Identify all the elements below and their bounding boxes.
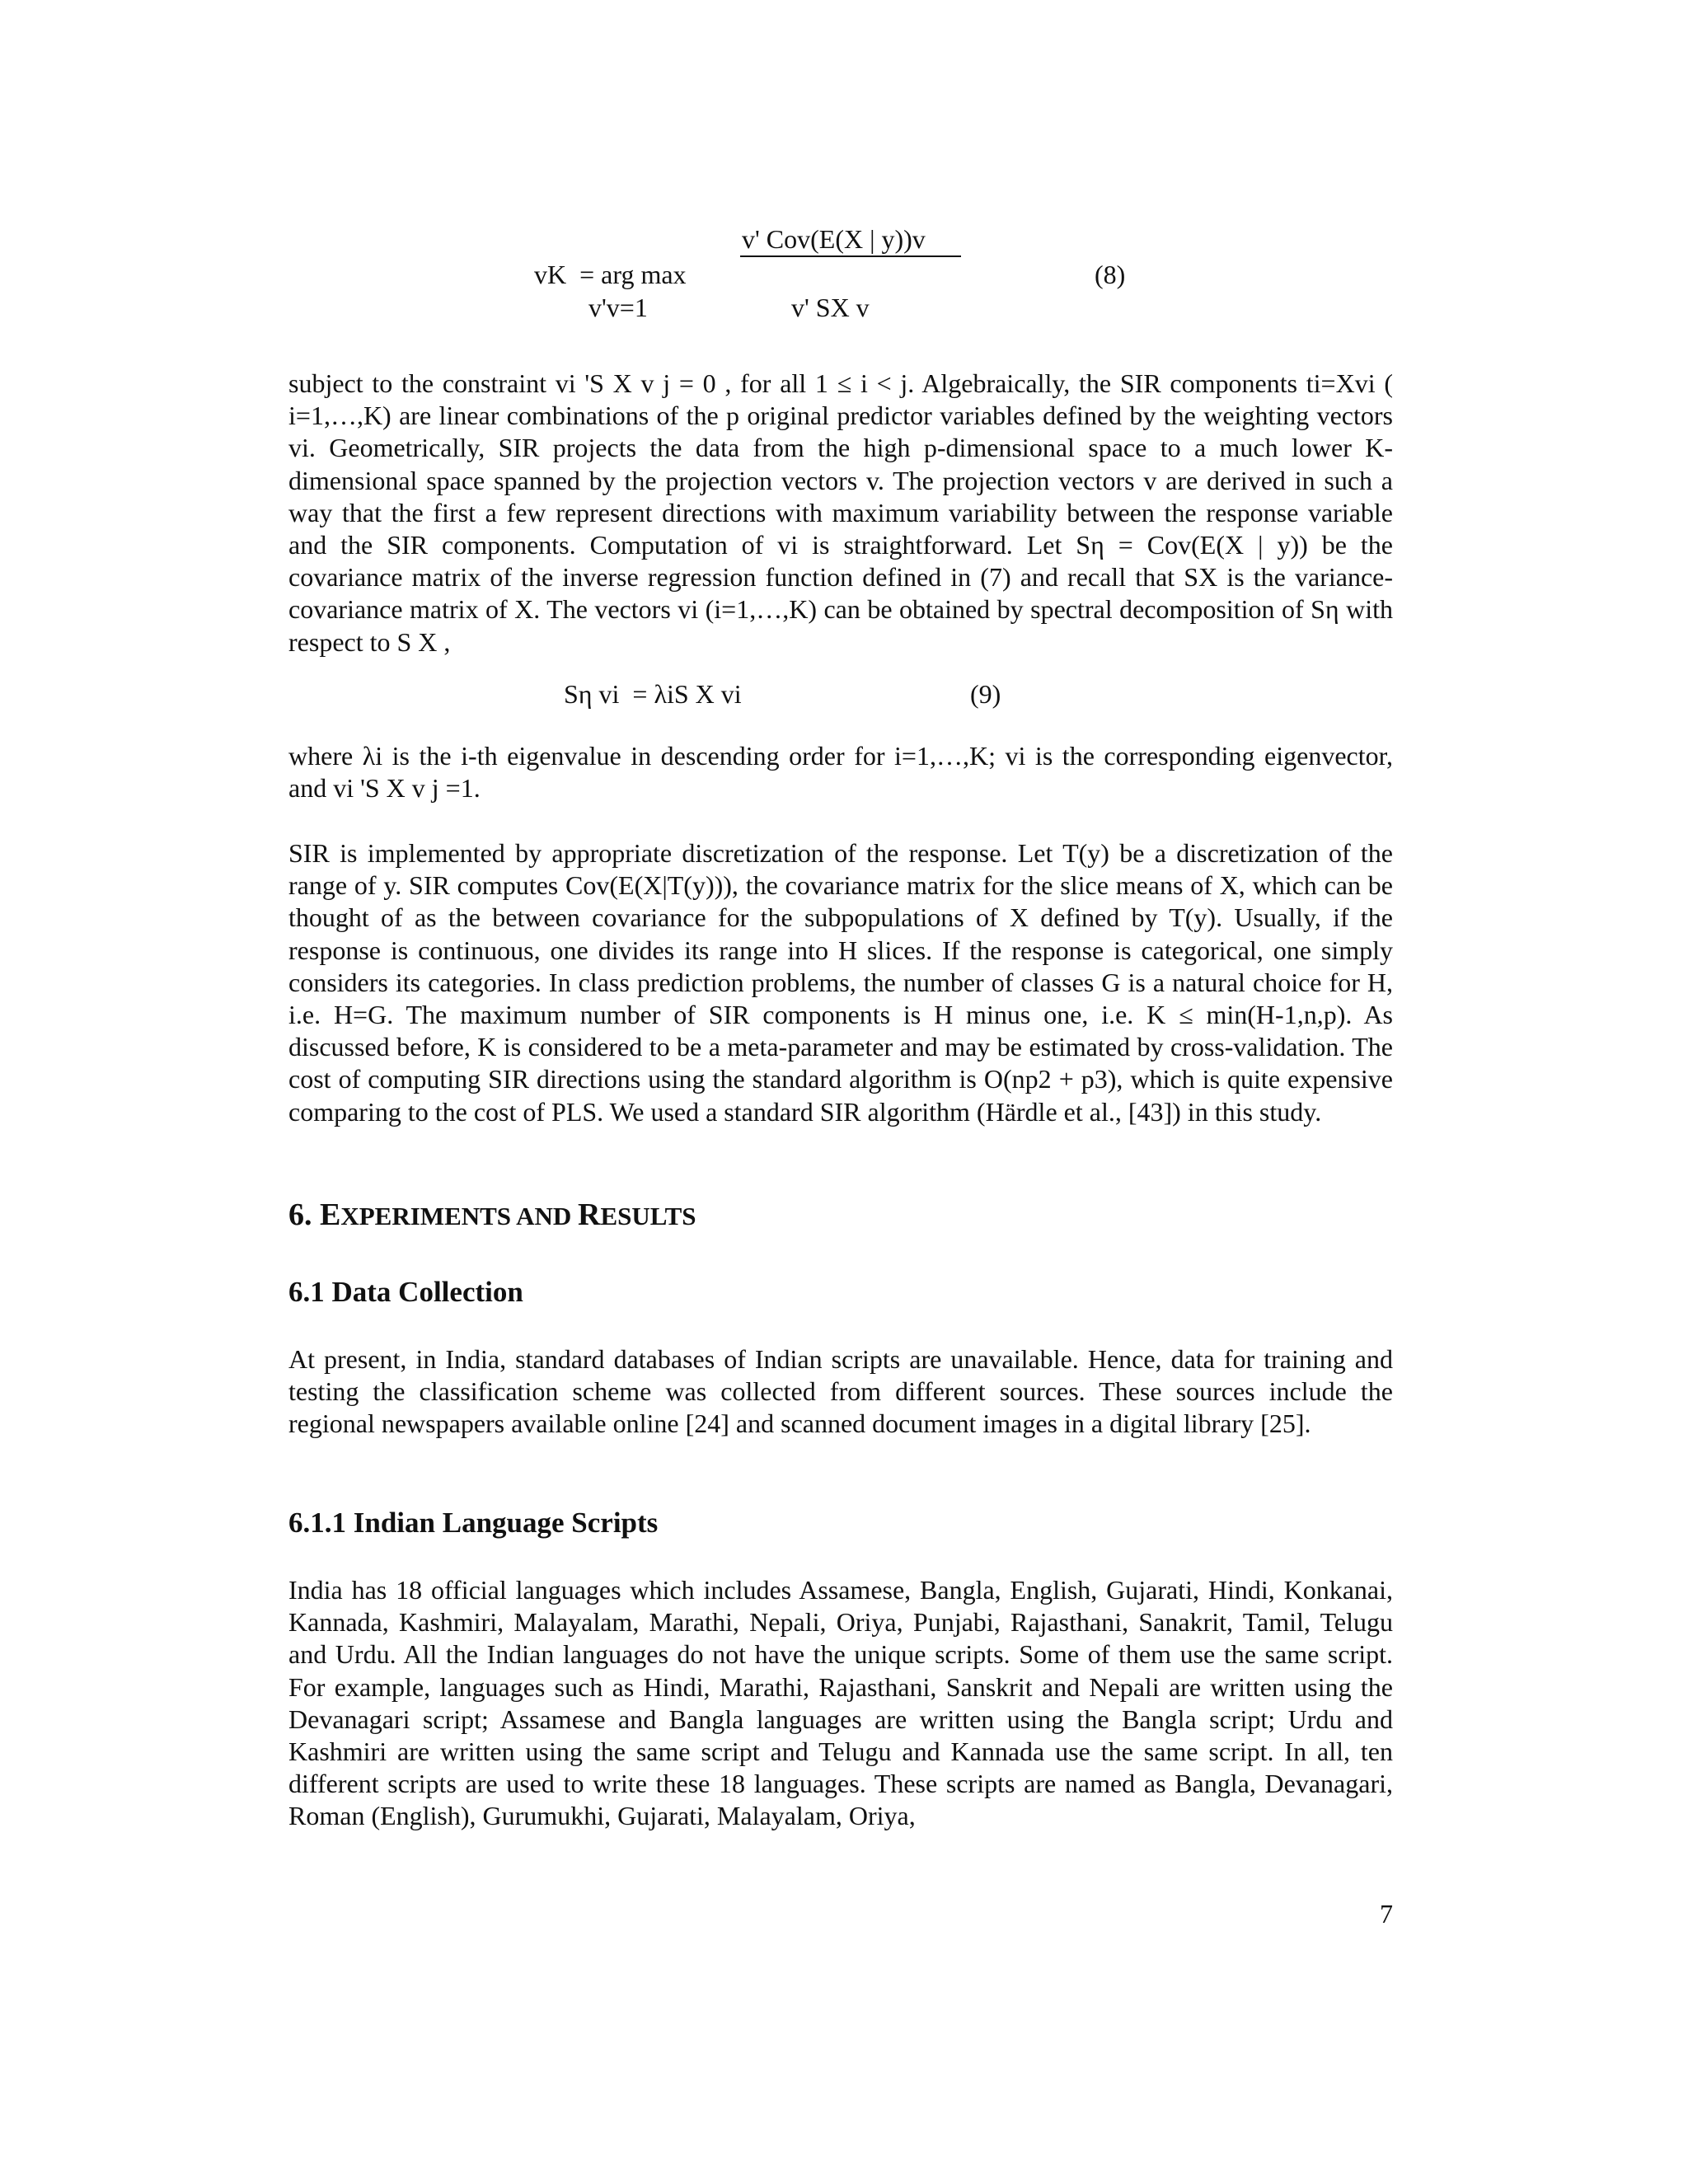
section-heading-experiments [288, 1197, 696, 1233]
paragraph-indian-scripts: India has 18 official languages which includes Assamese, Bangla, English, Gujarati, Hindi, Konkanai, Kannada, Kashmiri, Malayalam, Marathi, Nepali, Oriya, Punjabi, Rajasthani, Sanakrit, Tamil, Telugu and Urdu. All the Indian languages do not have the unique scripts. Some of them use the same script. For example, languages such as Hindi, Marathi, Rajasthani, Sanskrit and Nepali are written using the Devanagari script; Assamese and Bangla languages are written using the Bangla script; Urdu and Kashmiri are written using the same script and Telugu and Kannada use the same script. In all, ten different scripts are used to write these 18 languages. These scripts are named as Bangla, Devanagari, Roman (English), Gurumukhi, Gujarati, Malayalam, Oriya, [288, 1575, 1393, 1831]
equation-8-constraint: v'v=1 [588, 293, 648, 322]
section-title-r: R [578, 1197, 601, 1232]
equation-8-numerator: v' Cov(E(X | y))v [742, 224, 926, 254]
equation-8-number: (8) [1095, 260, 1126, 289]
paragraph-eigenvalue: where λi is the i-th eigenvalue in descending order for i=1,…,K; vi is the corresponding eigenvector, and vi 'S X v j =1. [288, 741, 1393, 804]
section-title-e: E [320, 1197, 341, 1232]
equation-9-body: Sη vi = λiS X vi [564, 679, 742, 709]
section-title-esults: ESULTS [600, 1202, 696, 1230]
equation-9-number: (9) [970, 679, 1001, 709]
paragraph-data-collection: At present, in India, standard databases of Indian scripts are unavailable. Hence, data for training and testing the classification scheme was collected from different sources. These sources include the regional newspapers available online [24] and scanned document images in a digital library [25]. [288, 1344, 1393, 1439]
equation-8-denominator: v' SX v [791, 293, 870, 322]
section-title-xperiments: XPERIMENTS AND [340, 1202, 579, 1230]
equation-8-lhs: vK = arg max [534, 260, 687, 289]
page-number: 7 [1380, 1899, 1393, 1929]
paragraph-sir-implementation: SIR is implemented by appropriate discretization of the response. Let T(y) be a discretization of the range of y. SIR computes Cov(E(X|T(y))), the covariance matrix for the slice means of X, which can be thought of as the between covariance for the subpopulations of X defined by T(y). Usually, if the response is continuous, one divides its range into H slices. If the response is categorical, one simply considers its categories. In class prediction problems, the number of classes G is a natural choice for H, i.e. H=G. The maximum number of SIR components is H minus one, i.e. K ≤ min(H-1,n,p). As discussed before, K is considered to be a meta-parameter and may be estimated by cross-validation. The cost of computing SIR directions using the standard algorithm is O(np2 + p3), which is quite expensive comparing to the cost of PLS. We used a standard SIR algorithm (Härdle et al., [43]) in this study. [288, 838, 1393, 1127]
paragraph-sir-components: subject to the constraint vi 'S X v j = 0 , for all 1 ≤ i < j. Algebraically, the SIR components ti=Xvi ( i=1,…,K) are linear combinations of the p original predictor variables defined by the weighting vectors vi. Geometrically, SIR projects the data from the high p-dimensional space to a much lower K-dimensional space spanned by the projection vectors v. The projection vectors v are derived in such a way that the first a few represent directions with maximum variability between the response variable and the SIR components. Computation of vi is straightforward. Let Sη = Cov(E(X | y)) be the covariance matrix of the inverse regression function defined in (7) and recall that SX is the variance-covariance matrix of X. The vectors vi (i=1,…,K) can be obtained by spectral decomposition of Sη with respect to S X , [288, 368, 1393, 657]
section-number: 6. [288, 1197, 312, 1232]
subsubsection-heading-indian-scripts: 6.1.1 Indian Language Scripts [288, 1507, 659, 1539]
fraction-bar [740, 255, 961, 257]
subsection-heading-data-collection: 6.1 Data Collection [288, 1276, 523, 1308]
